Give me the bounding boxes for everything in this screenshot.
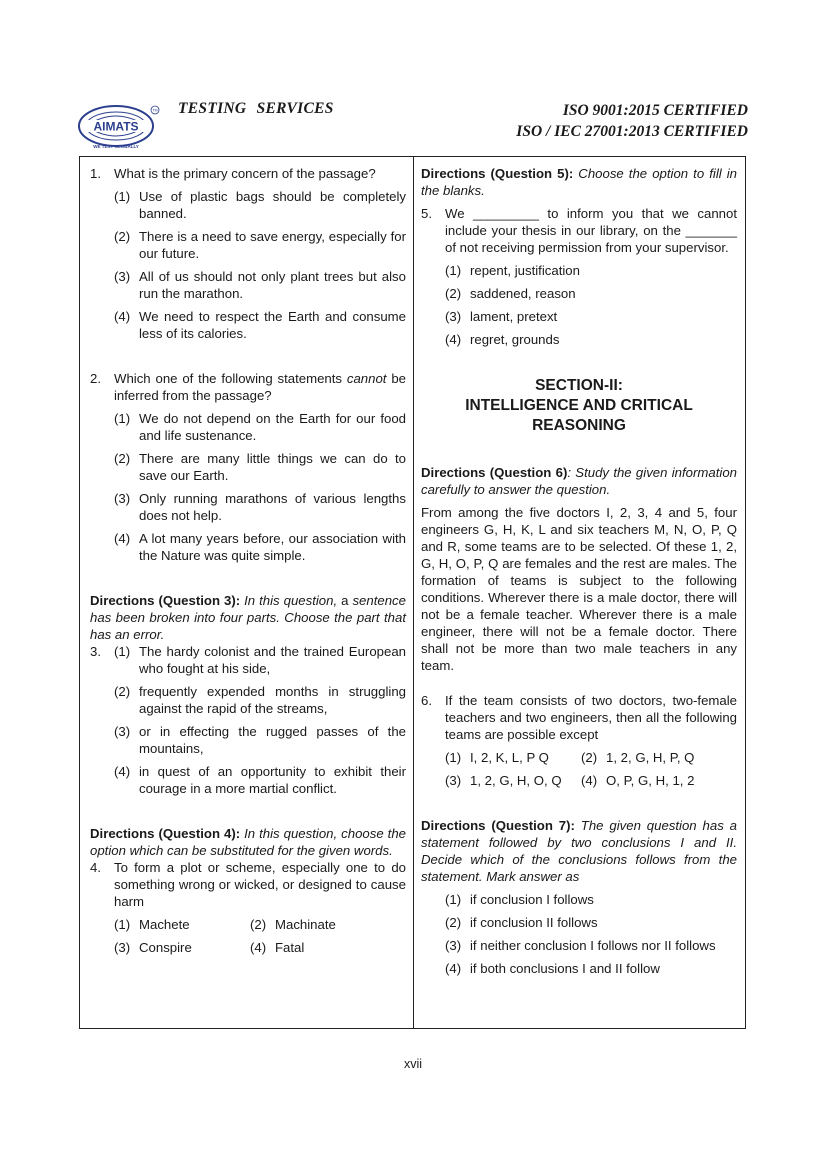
option-text: frequently expended months in struggling against the rapid of the streams,: [139, 684, 406, 716]
option-text: We do not depend on the Earth for our food and life sustenance.: [139, 411, 406, 443]
option-number: (2): [114, 451, 131, 466]
option-text: We need to respect the Earth and consume less of its calories.: [139, 309, 406, 341]
option: [114, 410, 406, 444]
option-text: if conclusion II follows: [470, 915, 598, 930]
option: [114, 530, 406, 564]
option-number: (2): [114, 229, 131, 244]
logo-trademark: TM: [152, 108, 158, 113]
directions-label: Directions (Question 5):: [421, 166, 574, 181]
option: (3) 1, 2, G, H, O, Q: [445, 773, 562, 788]
option: (1) I, 2, K, L, P Q: [445, 750, 549, 765]
option: [445, 960, 737, 977]
option: (2) Machinate: [250, 917, 336, 932]
option: [114, 450, 406, 484]
option-text: if both conclusions I and II follow: [470, 961, 660, 976]
question-text: Which one of the following statements cannot be inferred from the passage?: [114, 371, 406, 403]
question-number: 4.: [90, 860, 101, 875]
information-paragraph: From among the five doctors I, 2, 3, 4 and 5, four engineers G, H, K, L and six teachers M, N, O, P, Q and R, some teams are to be selected. Of these 1, 2, G, H, O, P, Q are females and the rest are males. The formation of teams is subject to the following conditions. Wherever there is a male doctor, there will not be a female teacher. Wherever there is a male engineer, there will not be a female doctor. There shall not be more than two male teachers in any team.: [421, 505, 737, 673]
option-number: (3): [114, 269, 131, 284]
question-number: 1.: [90, 166, 101, 181]
option-text: The hardy colonist and the trained European who fought at his side,: [139, 644, 406, 676]
option-number: (3): [445, 938, 462, 953]
option-text: Use of plastic bags should be completely banned.: [139, 189, 406, 221]
option: [114, 188, 406, 222]
option-number: (3): [114, 724, 131, 739]
directions-question-5: Directions (Question 5): Choose the option to fill in the blanks.: [421, 166, 737, 198]
option-text: if conclusion I follows: [470, 892, 594, 907]
option-text: if neither conclusion I follows nor II follows: [470, 938, 716, 953]
option: [445, 891, 737, 908]
emphasis-cannot: cannot: [346, 371, 387, 386]
option-number: (1): [114, 644, 131, 659]
option-text: repent, justification: [470, 263, 580, 278]
question-1: [90, 165, 406, 342]
header-testing-services: TESTING SERVICES: [178, 100, 334, 117]
option-number: (2): [445, 286, 462, 301]
option: (4) Fatal: [250, 940, 305, 955]
section-heading: [421, 376, 737, 436]
option-number: (3): [114, 491, 131, 506]
aimats-logo: [78, 104, 162, 150]
option-grid: [445, 749, 737, 789]
option-number: (4): [445, 332, 462, 347]
section-title: SECTION-II:: [535, 377, 623, 394]
question-text: We _________ to inform you that we cannot include your thesis in our library, on the _______ of not receiving permission from your supervisor.: [445, 206, 737, 255]
option-text: in quest of an opportunity to exhibit their courage in a more martial conflict.: [139, 764, 406, 796]
question-number: 3.: [90, 644, 101, 659]
option-number: (4): [114, 309, 131, 324]
question-text: To form a plot or scheme, especially one to do something wrong or wicked, or designed to cause harm: [114, 860, 406, 909]
option: [445, 262, 737, 279]
question-text: What is the primary concern of the passage?: [114, 166, 376, 181]
option: [114, 268, 406, 302]
option-text: lament, pretext: [470, 309, 558, 324]
option-text: saddened, reason: [470, 286, 576, 301]
option-text: All of us should not only plant trees but also run the marathon.: [139, 269, 406, 301]
option-number: (2): [114, 684, 131, 699]
question-5: [421, 205, 737, 348]
option-number: (2): [445, 915, 462, 930]
option: [445, 331, 737, 348]
directions-label: Directions (Question 3):: [90, 593, 241, 608]
directions-label: Directions (Question 4):: [90, 826, 241, 841]
option-text: or in effecting the rugged passes of the mountains,: [139, 724, 406, 756]
question-text: If the team consists of two doctors, two-female teachers and two engineers, then all the following teams are possible except: [445, 693, 737, 742]
question-4: [90, 859, 406, 956]
option-number: (4): [114, 531, 131, 546]
section-subtitle: REASONING: [532, 417, 626, 434]
option: [114, 723, 406, 757]
option: [445, 308, 737, 325]
question-6: [421, 692, 737, 789]
option-number: (4): [445, 961, 462, 976]
iso-9001-line: ISO 9001:2015 CERTIFIED: [562, 102, 748, 119]
option-text: A lot many years before, our association with the Nature was quite simple.: [139, 531, 406, 563]
right-column: [421, 165, 737, 977]
question-number: 2.: [90, 371, 101, 386]
option: [114, 228, 406, 262]
directions-question-3: Directions (Question 3): In this question, a sentence has been broken into four parts. Choose the part that has an error.: [90, 593, 406, 642]
option: [445, 914, 737, 931]
directions-question-7: Directions (Question 7): The given question has a statement followed by two conclusions I and II. Decide which of the conclusions follows from the statement. Mark answer as: [421, 818, 737, 884]
option: [445, 937, 737, 954]
option-text: There is a need to save energy, especially for our future.: [139, 229, 406, 261]
logo-tagline: WE TEST GLOBALLY: [93, 144, 139, 149]
option: (2) 1, 2, G, H, P, Q: [581, 750, 695, 765]
question-number: 6.: [421, 693, 432, 708]
option-number: (3): [445, 309, 462, 324]
option: [114, 763, 406, 797]
page-number: xvii: [403, 1057, 423, 1071]
directions-question-4: Directions (Question 4): In this question, choose the option which can be substituted for the given words.: [90, 826, 406, 858]
column-divider: [413, 157, 414, 1028]
left-column: [90, 165, 406, 956]
question-3: [90, 643, 406, 797]
option-text: There are many little things we can do to save our Earth.: [139, 451, 406, 483]
option-number: (1): [445, 263, 462, 278]
option-text: Only running marathons of various lengths does not help.: [139, 491, 406, 523]
option: (4) O, P, G, H, 1, 2: [581, 773, 695, 788]
option: (3) Conspire: [114, 940, 192, 955]
option: (1) Machete: [114, 917, 190, 932]
iso-27001-line: ISO / IEC 27001:2013 CERTIFIED: [516, 123, 748, 140]
option-number: (1): [445, 892, 462, 907]
option-number: (4): [114, 764, 131, 779]
directions-label: Directions (Question 7):: [421, 818, 575, 833]
option: [114, 308, 406, 342]
option-number: (1): [114, 411, 131, 426]
question-number: 5.: [421, 206, 432, 221]
section-subtitle: INTELLIGENCE AND CRITICAL: [465, 397, 693, 414]
option-text: regret, grounds: [470, 332, 560, 347]
directions-label: Directions (Question 6): [421, 465, 568, 480]
option-number: (1): [114, 189, 131, 204]
logo-text: AIMATS: [93, 119, 139, 134]
option-grid: [114, 916, 406, 956]
question-2: [90, 370, 406, 564]
header-certifications: [516, 100, 748, 142]
option: [114, 683, 406, 717]
directions-question-6: Directions (Question 6): Study the given information carefully to answer the question.: [421, 465, 737, 497]
option: [445, 285, 737, 302]
question-frame: [79, 156, 746, 1029]
option: [114, 490, 406, 524]
